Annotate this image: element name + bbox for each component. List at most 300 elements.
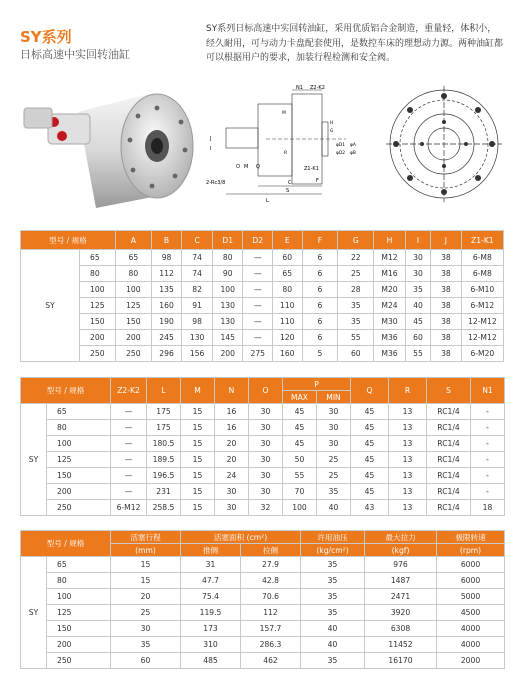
table-cell: 74 [182, 250, 213, 266]
model-cell: 125 [47, 605, 111, 621]
table-cell: RC1/4 [427, 436, 471, 452]
table-cell: 35 [301, 589, 365, 605]
table-cell: 4500 [437, 605, 505, 621]
table-cell: 150 [115, 314, 151, 330]
table-cell: 45 [351, 468, 389, 484]
table-cell: 130 [182, 330, 213, 346]
table-cell: 16170 [365, 653, 437, 669]
table-cell: 31 [181, 557, 241, 573]
table-cell: RC1/4 [427, 468, 471, 484]
table-row [21, 250, 504, 266]
table-row [21, 573, 505, 589]
table-cell: 4000 [437, 637, 505, 653]
table-cell: - [471, 452, 505, 468]
table-row [21, 557, 505, 573]
table-cell: 35 [301, 653, 365, 669]
table-cell: 130 [212, 298, 243, 314]
table-cell: RC1/4 [427, 500, 471, 516]
table-cell: 13 [389, 500, 427, 516]
table-cell: — [243, 314, 273, 330]
table-cell: 45 [351, 420, 389, 436]
table-cell: 38 [431, 314, 462, 330]
table-cell: 35 [338, 314, 374, 330]
table-cell: 15 [181, 468, 215, 484]
table-cell: — [243, 250, 273, 266]
table-cell: 296 [151, 346, 182, 362]
table-cell: 231 [147, 484, 181, 500]
table-cell: 30 [249, 452, 283, 468]
table-cell: 6 [302, 298, 338, 314]
table-row [21, 500, 505, 516]
header-c: C [182, 231, 213, 250]
table-cell: 80 [273, 282, 303, 298]
table-row [21, 484, 505, 500]
table-cell: 30 [249, 420, 283, 436]
table-cell: M24 [374, 298, 406, 314]
table-cell: M30 [374, 314, 406, 330]
table-cell: 30 [249, 484, 283, 500]
table-cell: 6000 [437, 573, 505, 589]
table-cell: 13 [389, 452, 427, 468]
drawing-label-l: L [266, 198, 269, 204]
series-cell: SY [21, 404, 47, 516]
drawing-label-m2: M [282, 111, 286, 116]
table-cell: 55 [283, 468, 317, 484]
table-row [21, 314, 504, 330]
table-cell: 45 [283, 436, 317, 452]
table-cell: 45 [351, 452, 389, 468]
table-cell: - [471, 484, 505, 500]
table-cell: 100 [115, 282, 151, 298]
table-cell: 70 [283, 484, 317, 500]
header-r: R [389, 378, 427, 404]
table-cell: 6 [302, 282, 338, 298]
table-cell: - [471, 420, 505, 436]
header-j: J [431, 231, 462, 250]
model-cell: 100 [80, 282, 116, 298]
table-cell: 45 [351, 436, 389, 452]
header-stroke: 活塞行程 [111, 531, 181, 544]
table-cell: 38 [431, 298, 462, 314]
table-cell: 13 [389, 404, 427, 420]
table-cell: 20 [215, 452, 249, 468]
table-cell: 75.4 [181, 589, 241, 605]
table-cell: RC1/4 [427, 404, 471, 420]
table-cell: 196.5 [147, 468, 181, 484]
table-cell: 90 [212, 266, 243, 282]
table-cell: — [243, 298, 273, 314]
table-cell: 40 [301, 621, 365, 637]
table-cell: 310 [181, 637, 241, 653]
table-cell: — [243, 266, 273, 282]
table-cell: 30 [317, 404, 351, 420]
table-cell: 38 [431, 282, 462, 298]
table-cell: 60 [111, 653, 181, 669]
header-s: S [427, 378, 471, 404]
table-cell: 6-M8 [461, 250, 503, 266]
table-cell: 38 [431, 266, 462, 282]
table-cell: 1487 [365, 573, 437, 589]
table-cell: 22 [338, 250, 374, 266]
table-cell: 245 [151, 330, 182, 346]
drawing-label-r: R [284, 151, 288, 156]
header-l: L [147, 378, 181, 404]
table-cell: 30 [249, 436, 283, 452]
table-cell: — [111, 452, 147, 468]
table-cell: — [111, 484, 147, 500]
table-cell: 30 [317, 436, 351, 452]
table-cell: M20 [374, 282, 406, 298]
table-cell: RC1/4 [427, 484, 471, 500]
drawing-label-n1: N1 [296, 85, 303, 91]
table-cell: M36 [374, 346, 406, 362]
table-cell: 119.5 [181, 605, 241, 621]
table-cell: 16 [215, 420, 249, 436]
dimensions-table-1 [20, 230, 504, 362]
unit-pull: (kgf) [365, 544, 437, 557]
table-cell: - [471, 468, 505, 484]
header-model-spec: 型号 / 规格 [21, 378, 111, 404]
model-cell: 65 [47, 404, 111, 420]
table-row [21, 282, 504, 298]
table-cell: 6-M20 [461, 346, 503, 362]
header-push-side: 推侧 [181, 544, 241, 557]
model-cell: 125 [47, 452, 111, 468]
drawing-label-i: I [210, 146, 212, 152]
table-cell: 175 [147, 420, 181, 436]
table-cell: 157.7 [241, 621, 301, 637]
table-cell: RC1/4 [427, 452, 471, 468]
table-cell: 30 [215, 500, 249, 516]
drawing-label-z1k1: Z1-K1 [304, 166, 319, 172]
table-row [21, 468, 505, 484]
drawing-label-j: J [210, 136, 212, 142]
table-cell: 43 [351, 500, 389, 516]
table-row [21, 436, 505, 452]
table-cell: — [111, 420, 147, 436]
model-cell: 150 [47, 621, 111, 637]
table-cell: 80 [212, 250, 243, 266]
drawing-label-rc: 2-Rc3/8 [206, 180, 226, 186]
table-cell: 6 [302, 266, 338, 282]
drawing-label-o: O [236, 164, 240, 170]
model-cell: 250 [47, 500, 111, 516]
model-cell: 250 [80, 346, 116, 362]
table-cell: 258.5 [147, 500, 181, 516]
table-cell: 145 [212, 330, 243, 346]
table-row [21, 346, 504, 362]
table-cell: 200 [212, 346, 243, 362]
table-cell: — [243, 330, 273, 346]
table-cell: 275 [243, 346, 273, 362]
header-o: O [249, 378, 283, 404]
header-n1: N1 [471, 378, 505, 404]
table-cell: 6308 [365, 621, 437, 637]
table-cell: — [111, 404, 147, 420]
model-cell: 65 [47, 557, 111, 573]
table-row [21, 330, 504, 346]
header-d2: D2 [243, 231, 273, 250]
table-cell: 15 [181, 452, 215, 468]
header-piston-area: 活塞面积 (cm²) [181, 531, 301, 544]
table-cell: 98 [182, 314, 213, 330]
table-cell: 156 [182, 346, 213, 362]
table-cell: 130 [212, 314, 243, 330]
table-cell: 25 [111, 605, 181, 621]
table-cell: 15 [181, 500, 215, 516]
table-cell: 30 [317, 420, 351, 436]
table-cell: 15 [181, 484, 215, 500]
table-cell: M36 [374, 330, 406, 346]
table-cell: 160 [273, 346, 303, 362]
model-cell: 100 [47, 436, 111, 452]
header-h: H [374, 231, 406, 250]
table-cell: M12 [374, 250, 406, 266]
table-cell: M16 [374, 266, 406, 282]
table-row [21, 266, 504, 282]
product-description: SY系列日标高速中实回转油缸，采用优质铝合金制造，重量轻，体积小，经久耐用，可与动力卡盘配套使用，是数控车床的理想动力源。两种油缸都可以根据用户的要求，加装行程检测和安全阀。 [206, 24, 504, 63]
table-cell: 35 [301, 605, 365, 621]
header-oil-pressure: 许用油压 [301, 531, 365, 544]
model-cell: 150 [80, 314, 116, 330]
table-cell: 173 [181, 621, 241, 637]
header-b: B [151, 231, 182, 250]
header-z1k1: Z1-K1 [461, 231, 503, 250]
table-cell: 20 [215, 436, 249, 452]
table-cell: 190 [151, 314, 182, 330]
header-q: Q [351, 378, 389, 404]
table-cell: 38 [431, 346, 462, 362]
header-max-speed: 极限转速 [437, 531, 505, 544]
table-cell: 15 [111, 573, 181, 589]
model-cell: 200 [47, 484, 111, 500]
header-pull-side: 拉侧 [241, 544, 301, 557]
table-cell: - [471, 436, 505, 452]
table-cell: 20 [111, 589, 181, 605]
table-cell: 16 [215, 404, 249, 420]
table-cell: 60 [338, 346, 374, 362]
table-cell: 286.3 [241, 637, 301, 653]
performance-table [20, 530, 505, 669]
model-cell: 125 [80, 298, 116, 314]
header-z2k2: Z2-K2 [111, 378, 147, 404]
drawing-label-m: M [244, 164, 249, 170]
table-cell: 38 [431, 330, 462, 346]
table-cell: 45 [351, 404, 389, 420]
table-row [21, 653, 505, 669]
product-photo [18, 84, 210, 212]
table-cell: 42.8 [241, 573, 301, 589]
table-cell: 47.7 [181, 573, 241, 589]
model-cell: 80 [47, 573, 111, 589]
table-row [21, 452, 505, 468]
table-cell: 40 [317, 500, 351, 516]
header-a: A [115, 231, 151, 250]
header-n: N [215, 378, 249, 404]
table-cell: 13 [389, 420, 427, 436]
model-cell: 200 [80, 330, 116, 346]
table-cell: 11452 [365, 637, 437, 653]
table-cell: 55 [338, 330, 374, 346]
header-i: I [405, 231, 430, 250]
drawing-label-c: C [288, 180, 292, 186]
table-cell: 91 [182, 298, 213, 314]
model-cell: 80 [80, 266, 116, 282]
table-cell: 30 [405, 250, 430, 266]
table-cell: 50 [283, 452, 317, 468]
table-cell: 40 [301, 637, 365, 653]
table-cell: 110 [273, 298, 303, 314]
table-row [21, 637, 505, 653]
table-cell: 462 [241, 653, 301, 669]
end-view-drawing [384, 84, 504, 204]
table-row [21, 420, 505, 436]
header-p-max: MAX [283, 391, 317, 404]
table-cell: 25 [317, 468, 351, 484]
header-p-min: MIN [317, 391, 351, 404]
table-cell: — [243, 282, 273, 298]
table-cell: 30 [111, 621, 181, 637]
table-cell: 60 [273, 250, 303, 266]
table-cell: — [111, 436, 147, 452]
header-model-spec: 型号 / 规格 [21, 231, 116, 250]
model-cell: 250 [47, 653, 111, 669]
table-cell: 6-M12 [461, 298, 503, 314]
table-cell: 35 [317, 484, 351, 500]
table-cell: 60 [405, 330, 430, 346]
table-cell: 24 [215, 468, 249, 484]
table-cell: 35 [301, 573, 365, 589]
model-cell: 80 [47, 420, 111, 436]
model-cell: 65 [80, 250, 116, 266]
drawing-label-s: S [286, 188, 290, 194]
table-cell: 45 [283, 420, 317, 436]
header-model-spec: 型号 / 规格 [21, 531, 111, 557]
table-row [21, 298, 504, 314]
table-cell: 4000 [437, 621, 505, 637]
table-cell: 6 [302, 314, 338, 330]
table-cell: 2000 [437, 653, 505, 669]
table-cell: 30 [405, 266, 430, 282]
table-cell: 160 [151, 298, 182, 314]
unit-speed: (rpm) [437, 544, 505, 557]
table-cell: 27.9 [241, 557, 301, 573]
model-cell: 200 [47, 637, 111, 653]
table-cell: 175 [147, 404, 181, 420]
table-cell: 15 [181, 436, 215, 452]
page-subtitle: 日标高速中实回转油缸 [20, 48, 130, 61]
table-cell: - [471, 404, 505, 420]
table-cell: 35 [111, 637, 181, 653]
table-cell: 6 [302, 250, 338, 266]
table-cell: RC1/4 [427, 420, 471, 436]
table-cell: 110 [273, 314, 303, 330]
table-cell: 6 [302, 330, 338, 346]
table-row [21, 589, 505, 605]
table-cell: 25 [338, 266, 374, 282]
table-cell: 112 [151, 266, 182, 282]
table-cell: 13 [389, 484, 427, 500]
table-cell: 6-M8 [461, 266, 503, 282]
header-g: G [338, 231, 374, 250]
drawing-label-g: G [330, 129, 334, 134]
table-cell: 98 [151, 250, 182, 266]
table-cell: 45 [283, 404, 317, 420]
header-m: M [181, 378, 215, 404]
header-p: P [283, 378, 351, 391]
table-cell: 45 [405, 314, 430, 330]
table-cell: 13 [389, 436, 427, 452]
table-cell: 485 [181, 653, 241, 669]
table-cell: 65 [273, 266, 303, 282]
table-cell: 35 [338, 298, 374, 314]
drawing-label-a: φA [350, 143, 356, 148]
page-title: SY系列 [20, 28, 72, 46]
table-cell: 112 [241, 605, 301, 621]
table-cell: 15 [111, 557, 181, 573]
table-row [21, 621, 505, 637]
table-cell: 40 [405, 298, 430, 314]
header-d1: D1 [212, 231, 243, 250]
table-cell: 6000 [437, 557, 505, 573]
table-cell: 15 [181, 404, 215, 420]
header-f: F [302, 231, 338, 250]
model-cell: 100 [47, 589, 111, 605]
table-cell: 12-M12 [461, 314, 503, 330]
table-cell: 55 [405, 346, 430, 362]
table-cell: 6-M10 [461, 282, 503, 298]
drawing-label-b: φB [350, 151, 356, 156]
table-cell: 250 [115, 346, 151, 362]
table-cell: 100 [212, 282, 243, 298]
table-cell: 976 [365, 557, 437, 573]
table-cell: 30 [215, 484, 249, 500]
table-cell: 125 [115, 298, 151, 314]
table-cell: 74 [182, 266, 213, 282]
table-cell: 12-M12 [461, 330, 503, 346]
dimensions-table-2 [20, 377, 505, 516]
table-cell: 35 [301, 557, 365, 573]
series-cell: SY [21, 557, 47, 669]
table-cell: 5000 [437, 589, 505, 605]
table-cell: 25 [317, 452, 351, 468]
table-cell: 80 [115, 266, 151, 282]
table-cell: 13 [389, 468, 427, 484]
table-cell: 30 [249, 468, 283, 484]
table-cell: 135 [151, 282, 182, 298]
table-cell: 200 [115, 330, 151, 346]
model-cell: 150 [47, 468, 111, 484]
table-cell: 189.5 [147, 452, 181, 468]
drawing-label-h: H [330, 121, 334, 126]
table-cell: 3920 [365, 605, 437, 621]
table-cell: 38 [431, 250, 462, 266]
unit-pressure: (kg/cm²) [301, 544, 365, 557]
drawing-label-d2: φD2 [336, 151, 346, 156]
table-cell: 180.5 [147, 436, 181, 452]
table-cell: 15 [181, 420, 215, 436]
table-cell: 2471 [365, 589, 437, 605]
series-cell: SY [21, 250, 80, 362]
table-row [21, 404, 505, 420]
unit-stroke: (mm) [111, 544, 181, 557]
table-row [21, 605, 505, 621]
table-cell: 65 [115, 250, 151, 266]
table-cell: 120 [273, 330, 303, 346]
table-cell: 82 [182, 282, 213, 298]
table-cell: 28 [338, 282, 374, 298]
table-cell: 32 [249, 500, 283, 516]
